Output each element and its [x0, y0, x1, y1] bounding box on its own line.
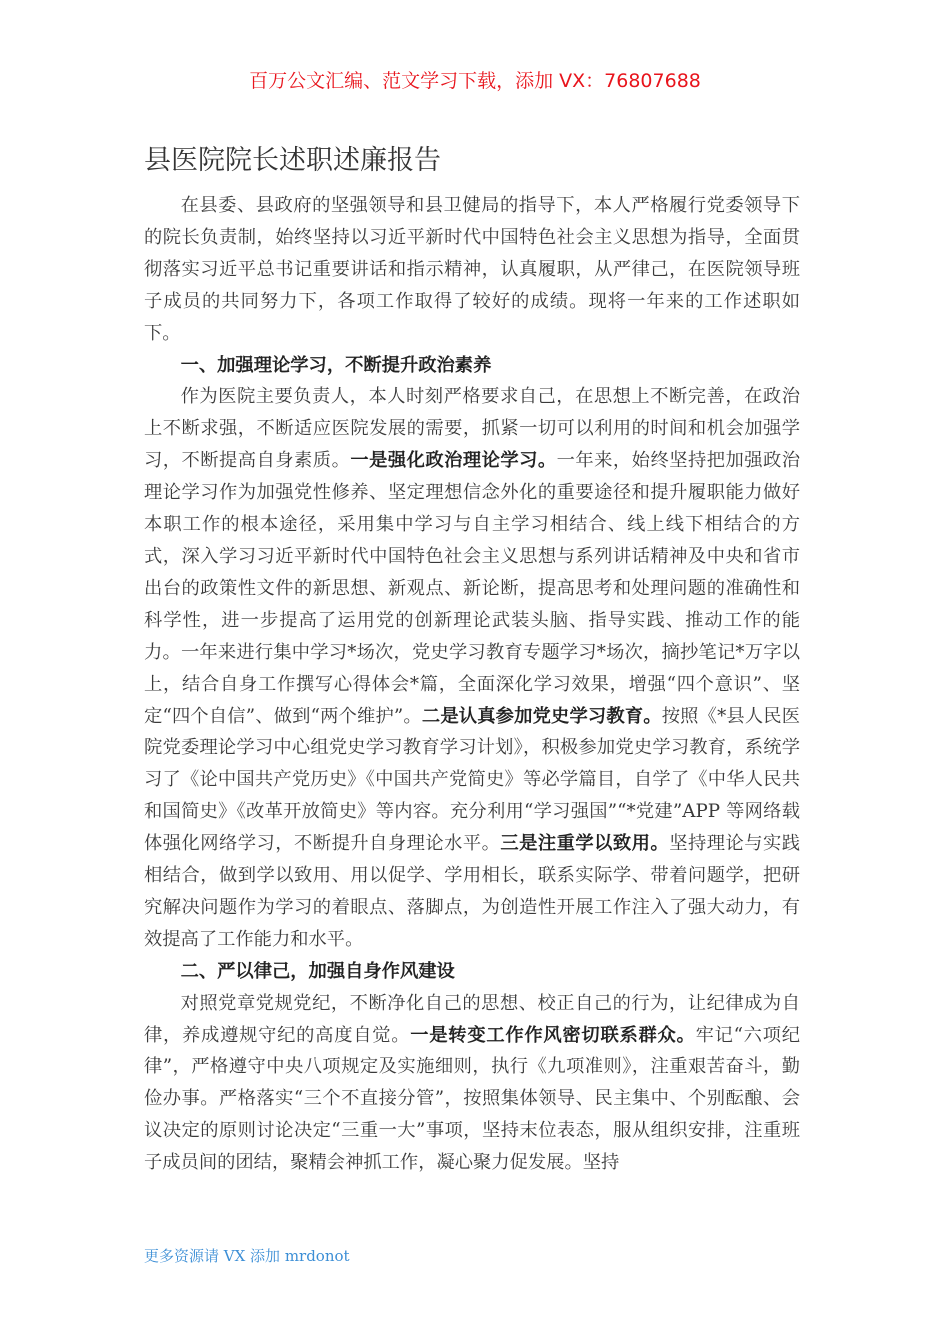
- bold-lead-phrase: 二、严以律己，加强自身作风建设: [180, 960, 455, 982]
- paragraph: [144, 190, 800, 350]
- bold-lead-phrase: 一是转变工作作风密切联系群众。: [410, 1024, 696, 1046]
- bold-lead-phrase: 三是注重学以致用。: [500, 833, 670, 855]
- footer-note: 更多资源请 VX 添加 mrdonot: [144, 1247, 350, 1265]
- document-body: [144, 190, 800, 1179]
- section-heading: [144, 350, 800, 382]
- bold-lead-phrase: 一是强化政治理论学习。: [350, 450, 557, 472]
- text-run: 牢记“六项纪律”，严格遵守中央八项规定及实施细则，执行《九项准则》，注重艰苦奋斗，勤俭办事。严格落实“三个不直接分管”，按照集体领导、民主集中、个别酝酿、会议决定的原则讨论决定“三重一大”事项，坚持末位表态，服从组织安排，注重班子成员间的团结，聚精会神抓工作，凝心聚力促发展。坚持: [144, 1024, 801, 1174]
- paragraph: [144, 381, 800, 955]
- bold-lead-phrase: 二是认真参加党史学习教育。: [421, 705, 662, 727]
- promo-banner: 百万公文汇编、范文学习下载，添加 VX：76807688: [249, 70, 701, 92]
- document-title: 县医院院长述职述廉报告: [144, 145, 441, 176]
- text-run: 对照党章党规党纪，不断净化自己的思想、校正自己的行为，让纪律成为自律，养成遵规守纪的高度自觉。: [144, 992, 800, 1046]
- text-run: 作为医院主要负责人，本人时刻严格要求自己，在思想上不断完善，在政治上不断求强，不断适应医院发展的需要，抓紧一切可以利用的时间和机会加强学习，不断提高自身素质。: [144, 386, 800, 472]
- section-heading: [144, 956, 800, 988]
- text-run: 坚持理论与实践相结合，做到学以致用、用以促学、学用相长，联系实际学、带着问题学，把研究解决问题作为学习的着眼点、落脚点，为创造性开展工作注入了强大动力，有效提高了工作能力和水平。: [144, 833, 801, 950]
- text-run: 一年来，始终坚持把加强政治理论学习作为加强党性修养、坚定理想信念外化的重要途径和提升履职能力做好本职工作的根本途径，采用集中学习与自主学习相结合、线上线下相结合的方式，深入学习习近平新时代中国特色社会主义思想与系列讲话精神及中央和省市出台的政策性文件的新思想、新观点、新论断，提高思考和处理问题的准确性和科学性，进一步提高了运用党的创新理论武装头脑、指导实践、推动工作的能力。一年来进行集中学习*场次，党史学习教育专题学习*场次，摘抄笔记*万字以上，结合自身工作撰写心得体会*篇，全面深化学习效果，增强“四个意识”、坚定“四个自信”、做到“两个维护”。: [144, 450, 801, 727]
- bold-lead-phrase: 一、加强理论学习，不断提升政治素养: [180, 354, 492, 376]
- text-run: 在县委、县政府的坚强领导和县卫健局的指导下，本人严格履行党委领导下的院长负责制，始终坚持以习近平新时代中国特色社会主义思想为指导，全面贯彻落实习近平总书记重要讲话和指示精神，认真履职，从严律己，在医院领导班子成员的共同努力下，各项工作取得了较好的成绩。现将一年来的工作述职如下。: [144, 195, 800, 344]
- paragraph: [144, 988, 800, 1179]
- text-run: 按照《*县人民医院党委理论学习中心组党史学习教育学习计划》，积极参加党史学习教育，系统学习了《论中国共产党历史》《中国共产党简史》等必学篇目，自学了《中华人民共和国简史》《改革开放简史》等内容。充分利用“学习强国”“*党建”APP 等网络载体强化网络学习，不断提升自身理论水平。: [144, 705, 801, 855]
